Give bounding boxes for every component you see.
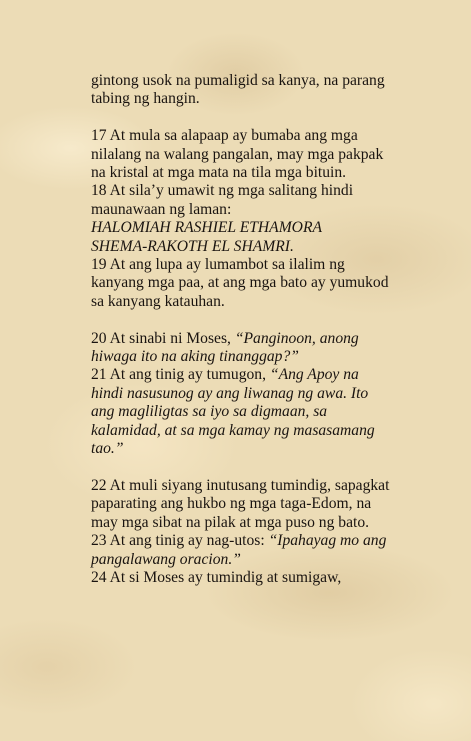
verse-20-text: 20 At sinabi ni Moses,	[91, 329, 235, 347]
verse-20	[91, 330, 391, 367]
verse-24: 24 At si Moses ay tumindig at sumigaw,	[91, 568, 342, 586]
paragraph-gap	[91, 459, 391, 477]
verse-22: 22 At muli siyang inutusang tumindig, sapagkat paparating ang hukbo ng mga taga-Edom, na may mga sibat na pilak at mga puso ng bato.	[91, 476, 390, 531]
verse-20-quote: “Panginoon, anong hiwaga ito na aking tinanggap?”	[91, 329, 359, 366]
paragraph-gap	[91, 109, 391, 127]
verse-21-quote: “Ang Apoy na hindi nasusunog ay ang liwanag ng awa. Ito ang magliligtas sa iyo sa digmaan, sa kalamidad, at sa mga kamay ng masasamang tao.”	[91, 366, 375, 458]
paragraph-intro: gintong usok na pumaligid sa kanya, na parang tabing ng hangin.	[91, 72, 385, 108]
paragraph-gap	[91, 311, 391, 329]
verse-17: 17 At mula sa alapaap ay bumaba ang mga nilalang na walang pangalan, may mga pakpak na kristal at mga mata na tila mga bituin.	[91, 127, 384, 182]
verse-19: 19 At ang lupa ay lumambot sa ilalim ng kanyang mga paa, at ang mga bato ay yumukod sa kanyang katauhan.	[91, 256, 389, 310]
verse-21-text: 21 At ang tinig ay tumugon,	[91, 366, 270, 384]
verse-21	[91, 366, 391, 458]
verse-23-quote: “Ipahayag mo ang pangalawang oracion.”	[91, 532, 387, 568]
document-page	[91, 72, 391, 587]
verse-23-text: 23 At ang tinig ay nag-utos:	[91, 532, 269, 550]
verse-23	[91, 532, 391, 569]
chant-line-2: SHEMA-RAKOTH EL SHAMRI.	[91, 237, 294, 255]
verse-18: 18 At sila’y umawit ng mga salitang hindi maunawaan ng laman:	[91, 182, 354, 218]
chant-line-1: HALOMIAH RASHIEL ETHAMORA	[91, 219, 322, 237]
